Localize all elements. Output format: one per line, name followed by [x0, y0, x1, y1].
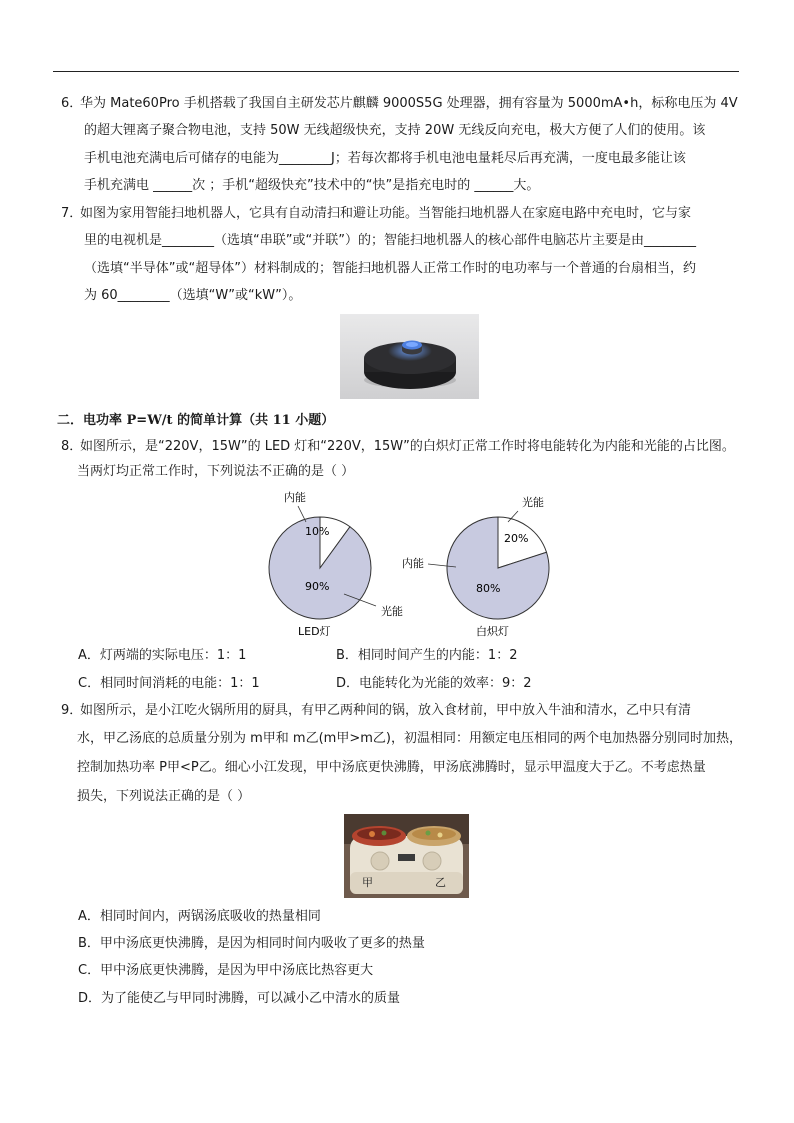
- q7-number: 7．: [61, 206, 83, 221]
- led-pie-label-internal: 内能: [284, 491, 306, 504]
- q8-number: 8．: [61, 439, 83, 454]
- led-pie-leader-internal: [298, 506, 306, 522]
- incandescent-pie-value-internal: 80%: [476, 582, 501, 595]
- q9-line-1: 如图所示，是小江吃火锅所用的厨具，有甲乙两种间的锅，放入食材前，甲中放入牛油和清水，乙中只有清: [80, 703, 692, 718]
- q6-line-2: 的超大锂离子聚合物电池，支持 50W 无线超级快充，支持 20W 无线反向充电，极大方便了人们的使用。该: [84, 123, 706, 138]
- q9-line-2: 水，甲乙汤底的总质量分别为 m甲和 m乙(m甲>m乙)，初温相同：用额定电压相同的两个电加热器分别同时加热，: [77, 731, 742, 746]
- q8-line-2: 当两灯均正常工作时，下列说法不正确的是（ ）: [77, 464, 355, 479]
- q8-option-c[interactable]: C．相同时间消耗的电能：1：1: [78, 676, 260, 691]
- q7-line-1: 如图为家用智能扫地机器人，它具有自动清扫和避让功能。当智能扫地机器人在家庭电路中充电时，它与家: [80, 206, 692, 221]
- q7-line-4: 为 60________（选填“W”或“kW”）。: [84, 288, 302, 303]
- q8-line-1: 如图所示，是“220V，15W”的 LED 灯和“220V，15W”的白炽灯正常工作时将电能转化为内能和光能的占比图。: [80, 439, 735, 454]
- q6-line-1: 华为 Mate60Pro 手机搭载了我国自主研发芯片麒麟 9000S5G 处理器，拥有容量为 5000mA•h，标称电压为 4V: [80, 96, 738, 111]
- led-pie-value-internal: 10%: [305, 525, 330, 538]
- q6-number: 6．: [61, 96, 83, 111]
- incandescent-pie-title: 白炽灯: [476, 625, 509, 638]
- section-title: 二．电功率 P=W/t 的简单计算（共 11 小题）: [57, 413, 335, 428]
- pie-charts-svg: [250, 485, 570, 643]
- pie-charts-figure: [250, 485, 570, 643]
- q9-option-c[interactable]: C．甲中汤底更快沸腾，是因为甲中汤底比热容更大: [78, 963, 374, 978]
- q8-option-d[interactable]: D．电能转化为光能的效率：9：2: [336, 676, 532, 691]
- q9-option-a[interactable]: A．相同时间内，两锅汤底吸收的热量相同: [78, 909, 321, 924]
- q9-number: 9．: [61, 703, 83, 718]
- led-pie-label-light: 光能: [381, 605, 403, 618]
- q7-line-3: （选填“半导体”或“超导体”）材料制成的；智能扫地机器人正常工作时的电功率与一个普通的台扇相当，约: [84, 261, 696, 276]
- incandescent-pie-label-internal: 内能: [402, 557, 424, 570]
- incandescent-pie-value-light: 20%: [504, 532, 529, 545]
- hot-pot-photo: [344, 814, 469, 898]
- q9-option-b[interactable]: B．甲中汤底更快沸腾，是因为相同时间内吸收了更多的热量: [78, 936, 425, 951]
- pot-label-yi: 乙: [435, 876, 446, 889]
- pot-label-jia: 甲: [362, 876, 373, 889]
- led-pie-value-light: 90%: [305, 580, 330, 593]
- led-pie-title: LED灯: [298, 625, 331, 638]
- q9-option-d[interactable]: D．为了能使乙与甲同时沸腾，可以减小乙中清水的质量: [78, 991, 401, 1006]
- incandescent-pie-label-light: 光能: [522, 496, 544, 509]
- q7-line-2: 里的电视机是________（选填“串联”或“并联”）的；智能扫地机器人的核心部件电脑芯片主要是由________: [84, 233, 696, 248]
- q9-line-4: 损失，下列说法正确的是（ ）: [77, 789, 251, 804]
- q6-line-3: 手机电池充满电后可储存的电能为________J；若每次都将手机电池电量耗尽后再充满，一度电最多能让该: [84, 151, 686, 166]
- q6-line-4: 手机充满电 ______次 ；手机“超级快充”技术中的“快”是指充电时的 ______大。: [84, 178, 540, 193]
- q9-line-3: 控制加热功率 P甲<P乙。细心小江发现，甲中汤底更快沸腾，甲汤底沸腾时，显示甲温度大于乙。不考虑热量: [77, 760, 706, 775]
- header-rule: [53, 71, 739, 72]
- robot-vacuum-photo: [340, 314, 479, 399]
- incandescent-pie: [447, 517, 549, 619]
- q8-option-a[interactable]: A．灯两端的实际电压：1：1: [78, 648, 247, 663]
- q8-option-b[interactable]: B．相同时间产生的内能：1：2: [336, 648, 518, 663]
